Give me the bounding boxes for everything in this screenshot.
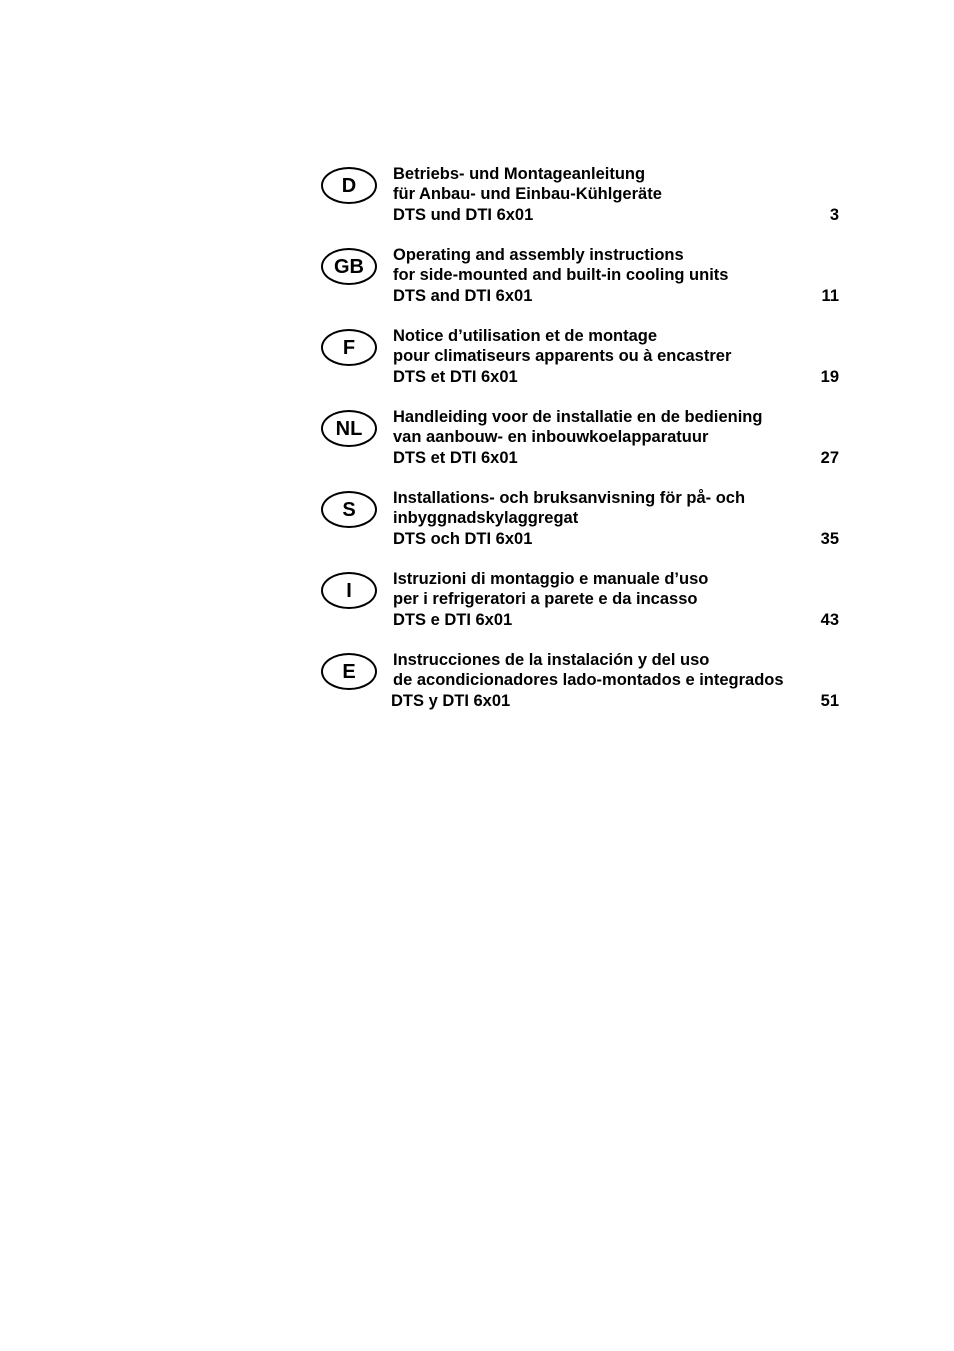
subtitle-line: pour climatiseurs apparents ou à encastrer xyxy=(393,347,732,366)
language-badge-e: E xyxy=(321,653,377,690)
model-line: DTS and DTI 6x01 xyxy=(393,286,533,305)
entry-title xyxy=(393,488,823,549)
subtitle-line: per i refrigeratori a parete e da incasso xyxy=(393,590,698,609)
language-badge-s: S xyxy=(321,491,377,528)
subtitle-line: inbyggnadskylaggregat xyxy=(393,509,579,528)
entry-title xyxy=(393,569,823,630)
language-badge-de: D xyxy=(321,167,377,204)
model-line: DTS y DTI 6x01 xyxy=(391,691,511,710)
title-line: Installations- och bruksanvisning för på- och xyxy=(393,489,746,507)
toc-entry-nl[interactable] xyxy=(320,407,840,488)
entry-title xyxy=(393,326,823,387)
title-line: Betriebs- und Montageanleitung xyxy=(393,165,646,183)
language-badge-i: I xyxy=(321,572,377,609)
language-badge-nl: NL xyxy=(321,410,377,447)
entry-title xyxy=(393,650,823,711)
subtitle-line: für Anbau- und Einbau-Kühlgeräte xyxy=(393,185,662,204)
language-badge-f: F xyxy=(321,329,377,366)
title-line: Istruzioni di montaggio e manuale d’uso xyxy=(393,570,709,588)
page-number: 35 xyxy=(820,529,839,548)
toc-entry-fr[interactable] xyxy=(320,326,840,407)
page-number: 19 xyxy=(820,367,839,386)
page-number: 3 xyxy=(829,205,839,224)
toc-entry-es[interactable] xyxy=(320,650,840,731)
language-badge-gb: GB xyxy=(321,248,377,285)
title-line: Handleiding voor de installatie en de bediening xyxy=(393,408,763,426)
model-line: DTS et DTI 6x01 xyxy=(393,367,518,386)
entry-title xyxy=(393,164,823,225)
model-line: DTS och DTI 6x01 xyxy=(393,529,533,548)
toc-entry-it[interactable] xyxy=(320,569,840,650)
model-line: DTS e DTI 6x01 xyxy=(393,610,513,629)
subtitle-line: van aanbouw- en inbouwkoelapparatuur xyxy=(393,428,709,447)
model-line: DTS und DTI 6x01 xyxy=(393,205,534,224)
title-line: Notice d’utilisation et de montage xyxy=(393,327,658,345)
page-number: 11 xyxy=(821,286,839,305)
subtitle-line: de acondicionadores lado-montados e integrados xyxy=(393,671,784,690)
toc-entry-se[interactable] xyxy=(320,488,840,569)
entry-title xyxy=(393,245,823,306)
page-number: 27 xyxy=(820,448,839,467)
page-number: 51 xyxy=(820,691,839,710)
toc-entry-de[interactable] xyxy=(320,164,840,245)
model-line: DTS et DTI 6x01 xyxy=(393,448,518,467)
title-line: Instrucciones de la instalación y del uso xyxy=(393,651,710,669)
page-number: 43 xyxy=(820,610,839,629)
entry-title xyxy=(393,407,823,468)
title-line: Operating and assembly instructions xyxy=(393,246,684,264)
subtitle-line: for side-mounted and built-in cooling units xyxy=(393,266,729,285)
toc-entry-gb[interactable] xyxy=(320,245,840,326)
table-of-contents xyxy=(320,164,840,731)
